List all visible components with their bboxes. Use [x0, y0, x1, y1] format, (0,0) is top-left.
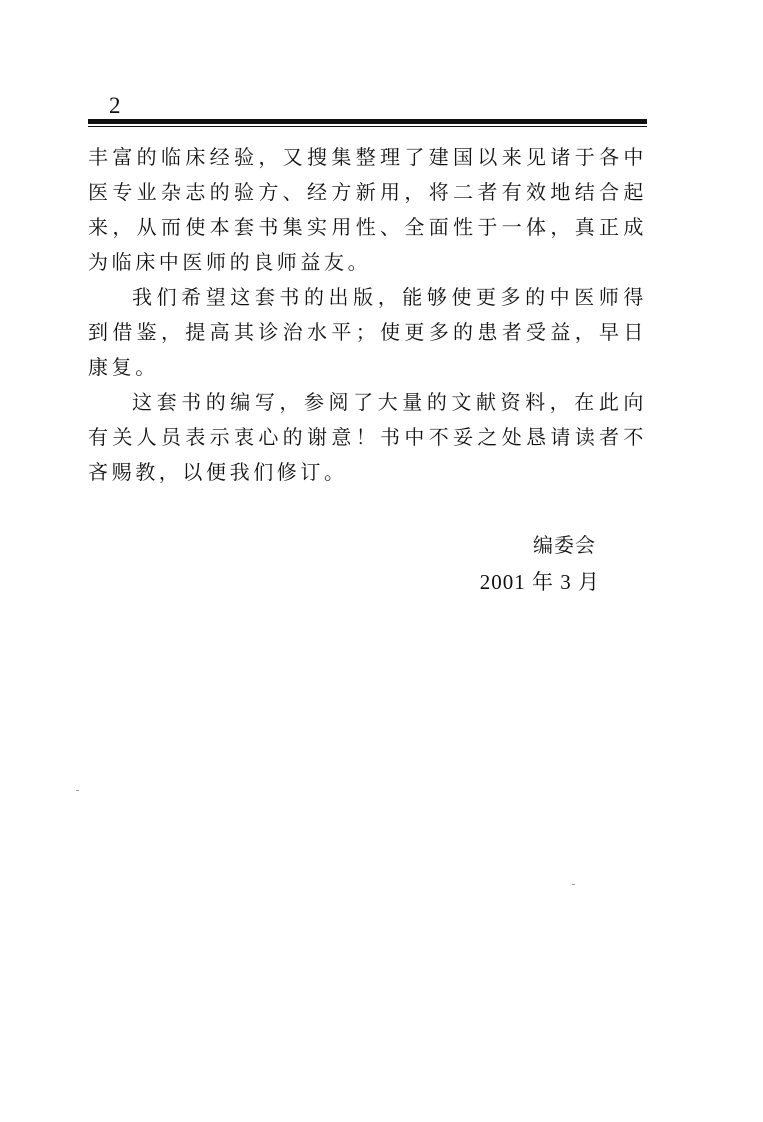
header-rule: [88, 119, 647, 124]
signature-organization: 编委会: [533, 533, 596, 557]
scan-speck: [76, 790, 79, 791]
header-rule-thin: [88, 126, 647, 127]
paragraph-acknowledgement: 这套书的编写，参阅了大量的文献资料，在此向有关人员表示衷心的谢意！书中不妥之处恳请读者不吝赐教，以便我们修订。: [88, 390, 647, 484]
signature-block: [420, 528, 600, 600]
scan-speck: [572, 884, 575, 885]
page-number: 2: [109, 93, 121, 118]
preface-body: [88, 140, 647, 490]
paragraph-hope: 我们希望这套书的出版，能够使更多的中医师得到借鉴，提高其诊治水平；使更多的患者受益，早日康复。: [88, 285, 647, 379]
signature-date: 2001 年 3 月: [479, 570, 600, 594]
paragraph-continued: 丰富的临床经验，又搜集整理了建国以来见诸于各中医专业杂志的验方、经方新用，将二者有效地结合起来，从而使本套书集实用性、全面性于一体，真正成为临床中医师的良师益友。: [88, 145, 647, 274]
